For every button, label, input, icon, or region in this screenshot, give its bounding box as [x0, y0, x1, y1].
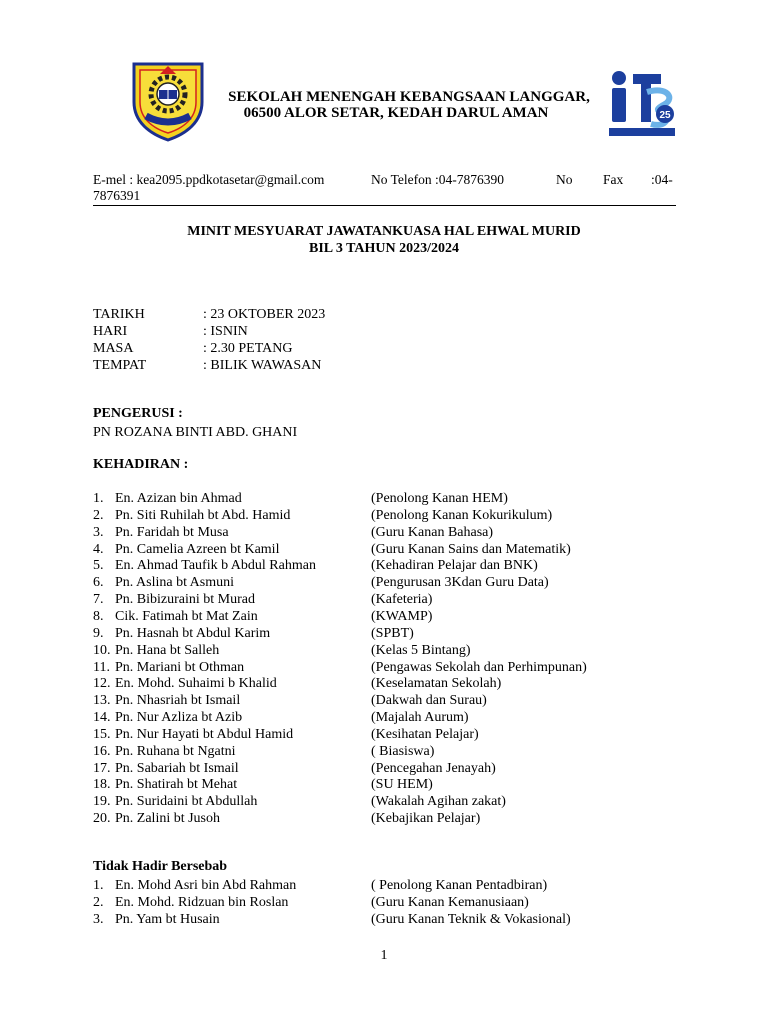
svg-text:25: 25 [659, 110, 671, 121]
member-role: ( Biasiswa) [371, 743, 435, 759]
fax-word: Fax [603, 172, 624, 187]
member-role: (Wakalah Agihan zakat) [371, 794, 506, 810]
meeting-day-row: HARI : ISNIN [93, 324, 248, 339]
member-role: (Guru Kanan Sains dan Matematik) [371, 541, 571, 557]
minutes-subtitle: BIL 3 TAHUN 2023/2024 [308, 241, 459, 256]
member-role: (Majalah Aurum) [371, 710, 469, 726]
list-item [93, 591, 693, 608]
email-text: E-mel : kea2095.ppdkotasetar@gmail.com [93, 172, 325, 187]
member-role: (Guru Kanan Bahasa) [371, 524, 494, 540]
item-number: 15. [93, 726, 111, 742]
list-item [93, 709, 693, 726]
member-name: En. Ahmad Taufik b Abdul Rahman [115, 558, 316, 574]
item-number: 7. [93, 592, 104, 608]
list-item [93, 574, 693, 591]
meeting-info [93, 306, 325, 374]
member-name: Pn. Bibizuraini bt Murad [115, 592, 255, 608]
member-role: (SPBT) [371, 625, 414, 641]
item-number: 6. [93, 575, 104, 591]
ts25-logo [607, 68, 677, 140]
member-name: En. Mohd. Suhaimi b Khalid [115, 676, 277, 692]
member-role: (Kesihatan Pelajar) [371, 726, 479, 742]
list-item [93, 557, 693, 574]
member-role: (SU HEM) [371, 777, 433, 793]
member-name: Pn. Shatirah bt Mehat [115, 777, 238, 793]
list-item [93, 642, 693, 659]
list-item [93, 760, 693, 777]
member-role: (Penolong Kanan HEM) [371, 491, 508, 506]
school-name-line1: SEKOLAH MENENGAH KEBANGSAAN LANGGAR, [228, 89, 590, 105]
minutes-title: MINIT MESYUARAT JAWATANKUASA HAL EHWAL MURID [187, 224, 581, 239]
member-name: Pn. Ruhana bt Ngatni [115, 743, 236, 759]
list-item [93, 911, 693, 928]
school-address-line: 06500 ALOR SETAR, KEDAH DARUL AMAN [243, 105, 549, 121]
member-role: (Penolong Kanan Kokurikulum) [371, 507, 553, 523]
item-number: 12. [93, 676, 111, 692]
fax-value: :04- [651, 172, 673, 187]
list-item [93, 743, 693, 760]
member-name: Pn. Sabariah bt Ismail [115, 760, 239, 776]
item-number: 11. [93, 659, 110, 675]
item-number: 10. [93, 642, 111, 658]
member-role: (Guru Kanan Kemanusiaan) [371, 895, 529, 910]
member-name: En. Mohd. Ridzuan bin Roslan [115, 895, 289, 910]
item-number: 1. [93, 491, 104, 506]
member-role: (Kehadiran Pelajar dan BNK) [371, 558, 538, 574]
member-name: Pn. Zalini bt Jusoh [115, 811, 221, 827]
member-name: En. Mohd Asri bin Abd Rahman [115, 878, 297, 893]
member-role: (Kebajikan Pelajar) [371, 811, 481, 827]
meeting-time-row: MASA : 2.30 PETANG [93, 341, 293, 356]
item-number: 20. [93, 811, 111, 827]
member-role: (Pengawas Sekolah dan Perhimpunan) [371, 659, 587, 675]
list-item [93, 793, 693, 810]
member-role: (Pengurusan 3Kdan Guru Data) [371, 575, 549, 591]
list-item [93, 659, 693, 676]
item-number: 5. [93, 558, 104, 574]
member-name: Pn. Nur Azliza bt Azib [115, 710, 243, 726]
member-name: Pn. Suridaini bt Abdullah [115, 794, 258, 810]
member-name: Pn. Hana bt Salleh [115, 642, 220, 658]
meeting-place-row: TEMPAT : BILIK WAWASAN [93, 358, 322, 373]
list-item [93, 524, 693, 541]
absent-heading: Tidak Hadir Bersebab [93, 859, 228, 874]
item-number: 9. [93, 625, 104, 641]
list-item [93, 726, 693, 743]
member-role: (Pencegahan Jenayah) [371, 760, 496, 776]
list-item [93, 490, 693, 507]
item-number: 1. [93, 878, 104, 893]
member-name: Pn. Faridah bt Musa [115, 524, 229, 540]
item-number: 2. [93, 507, 104, 523]
member-role: (Guru Kanan Teknik & Vokasional) [371, 912, 571, 927]
list-item [93, 776, 693, 793]
member-name: Pn. Mariani bt Othman [115, 659, 245, 675]
list-item [93, 894, 693, 911]
member-name: Pn. Hasnah bt Abdul Karim [115, 625, 271, 641]
member-role: (KWAMP) [371, 608, 433, 624]
item-number: 18. [93, 777, 111, 793]
item-number: 13. [93, 693, 111, 709]
member-name: Pn. Nhasriah bt Ismail [115, 693, 241, 709]
fax-continued: 7876391 [93, 188, 141, 203]
list-item [93, 810, 693, 827]
item-number: 4. [93, 541, 104, 557]
list-item [93, 608, 693, 625]
member-name: Pn. Aslina bt Asmuni [115, 575, 235, 591]
chair-heading: PENGERUSI : [93, 406, 183, 421]
member-name: Pn. Camelia Azreen bt Kamil [115, 541, 280, 557]
meeting-date-row: TARIKH : 23 OKTOBER 2023 [93, 307, 326, 322]
member-name: En. Azizan bin Ahmad [115, 491, 242, 506]
list-item [93, 625, 693, 642]
item-number: 3. [93, 912, 104, 927]
item-number: 19. [93, 794, 111, 810]
member-name: Pn. Yam bt Husain [115, 912, 220, 927]
member-role: (Kafeteria) [371, 592, 433, 608]
phone-text: No Telefon :04-7876390 [371, 172, 505, 187]
attendance-heading: KEHADIRAN : [93, 457, 189, 472]
item-number: 8. [93, 608, 104, 624]
list-item [93, 675, 693, 692]
item-number: 17. [93, 760, 111, 776]
list-item [93, 692, 693, 709]
chair-name: PN ROZANA BINTI ABD. GHANI [93, 425, 298, 440]
member-name: Pn. Siti Ruhilah bt Abd. Hamid [115, 507, 291, 523]
list-item [93, 541, 693, 558]
member-role: (Dakwah dan Surau) [371, 693, 487, 709]
item-number: 14. [93, 710, 111, 726]
list-item [93, 507, 693, 524]
item-number: 2. [93, 895, 104, 910]
item-number: 16. [93, 743, 111, 759]
member-name: Pn. Nur Hayati bt Abdul Hamid [115, 726, 294, 742]
list-item [93, 877, 693, 894]
header-divider [93, 205, 676, 206]
fax-label: No [556, 172, 573, 187]
member-name: Cik. Fatimah bt Mat Zain [115, 608, 258, 624]
item-number: 3. [93, 524, 104, 540]
member-role: (Keselamatan Sekolah) [371, 676, 502, 692]
member-role: (Kelas 5 Bintang) [371, 642, 471, 658]
member-role: ( Penolong Kanan Pentadbiran) [371, 878, 548, 893]
page-number: 1 [380, 948, 388, 963]
